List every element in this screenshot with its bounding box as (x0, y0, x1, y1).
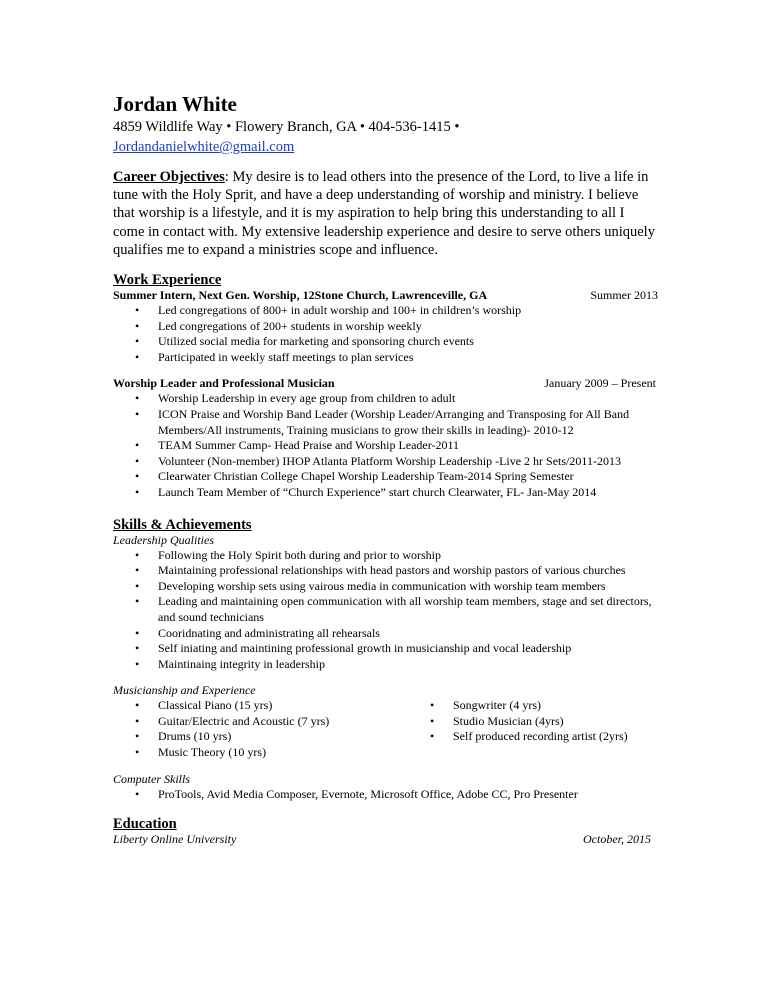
musicianship-left-list (113, 698, 408, 760)
list-item: • Self produced recording artist (2yrs) (408, 729, 658, 745)
leadership-bullets (113, 548, 658, 673)
list-item: • Following the Holy Spirit both during and prior to worship (113, 548, 658, 564)
list-item: • TEAM Summer Camp- Head Praise and Worship Leader-2011 (113, 438, 658, 454)
work-heading: Work Experience (113, 272, 222, 289)
objective-label: Career Objectives (113, 169, 225, 185)
list-item: • Volunteer (Non-member) IHOP Atlanta Platform Worship Leadership -Live 2 hr Sets/2011-2013 (113, 454, 658, 470)
job-date: Summer 2013 (590, 288, 658, 303)
spacer (113, 672, 658, 683)
school-name: Liberty Online University (113, 832, 237, 847)
list-item: • Classical Piano (15 yrs) (113, 698, 408, 714)
education-entry (113, 832, 658, 847)
list-item: • Cooridnating and administrating all rehearsals (113, 626, 658, 642)
job-bullets (113, 303, 658, 365)
leadership-subheading: Leadership Qualities (113, 532, 214, 547)
list-item: • Maintaining professional relationships with head pastors and worship pastors of various churches (113, 563, 658, 579)
musicianship-right-list (408, 698, 658, 760)
list-item: • Clearwater Christian College Chapel Worship Leadership Team-2014 Spring Semester (113, 469, 658, 485)
musicianship-columns (113, 698, 658, 760)
education-heading: Education (113, 816, 177, 833)
spacer (113, 761, 658, 772)
computer-bullets (113, 787, 658, 803)
skills-heading: Skills & Achievements (113, 516, 252, 533)
list-item: • Music Theory (10 yrs) (113, 745, 408, 761)
list-item: • Studio Musician (4yrs) (408, 714, 658, 730)
job-header (113, 376, 658, 391)
spacer (113, 365, 658, 376)
email-link[interactable]: Jordandanielwhite@gmail.com (113, 139, 295, 155)
contact-address: 4859 Wildlife Way • Flowery Branch, GA • 404-536-1415 • (113, 119, 460, 135)
resume-page (113, 92, 658, 847)
applicant-name: Jordan White (113, 92, 237, 116)
list-item: • Guitar/Electric and Acoustic (7 yrs) (113, 714, 408, 730)
education-date: October, 2015 (583, 832, 651, 847)
list-item: • Leading and maintaining open communication with all worship team members, stage and set directors, and sound technicians (113, 594, 658, 625)
list-item: • Worship Leadership in every age group from children to adult (113, 391, 658, 407)
list-item: • Developing worship sets using vairous media in communication with worship team members (113, 579, 658, 595)
list-item: • Utilized social media for marketing and sponsoring church events (113, 334, 658, 350)
job-title: Summer Intern, Next Gen. Worship, 12Stone Church, Lawrenceville, GA (113, 288, 488, 303)
list-item: • ProTools, Avid Media Composer, Evernote, Microsoft Office, Adobe CC, Pro Presenter (113, 787, 658, 803)
list-item: • Songwriter (4 yrs) (408, 698, 658, 714)
objective-text: : My desire is to lead others into the presence of the Lord, to live a life in tune with the Holy Sprit, and have a deep understanding of worship and ministry. I believe that worship is a lifestyle, and it is my aspiration to help bring this understanding to all I come in contact with. My extensive leadership experience and desire to serve others uniquely qualifies me to expand a ministries scope and influence. (113, 169, 655, 258)
job-title: Worship Leader and Professional Musician (113, 376, 335, 391)
list-item: • Maintinaing integrity in leadership (113, 657, 658, 673)
career-objective (113, 168, 658, 259)
musicianship-subheading: Musicianship and Experience (113, 683, 256, 698)
contact-email-line (113, 139, 658, 156)
list-item: • Led congregations of 800+ in adult worship and 100+ in children’s worship (113, 303, 658, 319)
list-item: • Self iniating and maintining professional growth in musicianship and vocal leadership (113, 641, 658, 657)
list-item: • Drums (10 yrs) (113, 729, 408, 745)
job-date: January 2009 – Present (544, 376, 656, 391)
list-item: • Participated in weekly staff meetings to plan services (113, 350, 658, 366)
job-header (113, 288, 658, 303)
list-item: • Led congregations of 200+ students in worship weekly (113, 319, 658, 335)
job-bullets (113, 391, 658, 500)
list-item: • Launch Team Member of “Church Experience” start church Clearwater, FL- Jan-May 2014 (113, 485, 658, 501)
computer-subheading: Computer Skills (113, 771, 190, 786)
list-item: • ICON Praise and Worship Band Leader (Worship Leader/Arranging and Transposing for All Band Members/All instruments, Training musicians to grow their skills in leading)- 2010-12 (113, 407, 658, 438)
